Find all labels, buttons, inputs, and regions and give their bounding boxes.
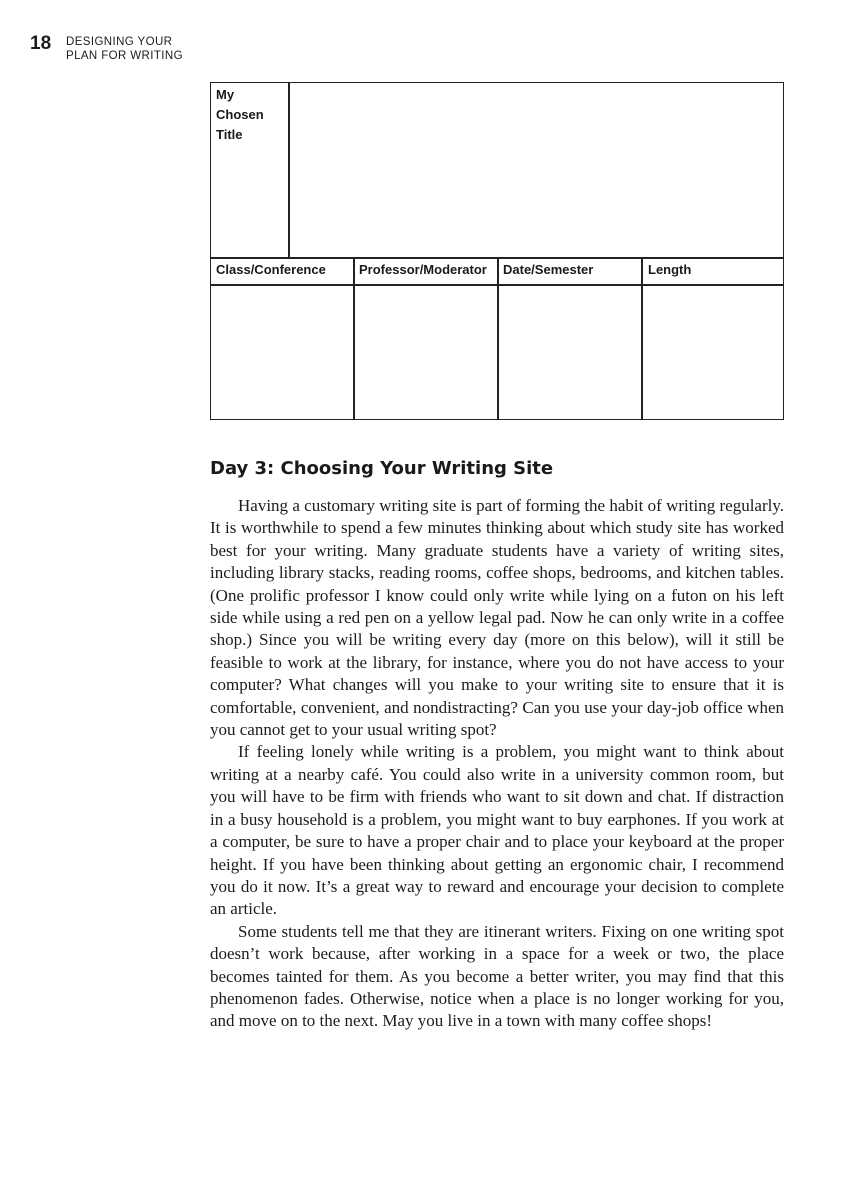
date-semester-header: Date/Semester (503, 262, 594, 277)
column-divider (497, 257, 499, 419)
class-conference-field[interactable] (213, 287, 352, 417)
title-label-line: Chosen (216, 107, 264, 122)
class-conference-header: Class/Conference (216, 262, 326, 277)
body-paragraph: Some students tell me that they are itinerant writers. Fixing on one writing spot doesn’t work because, after working in a space for a week or two, the place becomes tainted for them. As you become a better writer, you may find that this phenomenon fades. Otherwise, notice when a place is no longer working for you, and move on to the next. May you live in a town with many coffee shops! (210, 921, 784, 1031)
date-semester-field[interactable] (500, 287, 640, 417)
title-divider (288, 83, 290, 258)
professor-moderator-header: Professor/Moderator (359, 262, 487, 277)
column-divider (353, 257, 355, 419)
body-paragraph: Having a customary writing site is part of forming the habit of writing regularly. It is worthwhile to spend a few minutes thinking about which study site has worked best for your writing. Many graduate students have a variety of writing sites, including library stacks, reading rooms, coffee shops, bedrooms, and kitchen tables. (One prolific professor I know could only write while lying on a futon on his left side while using a red pen on a yellow legal pad. Now he can only write in a coffee shop.) Since you will be writing every day (more on this below), will it still be feasible to work at the library, for instance, where you do not have access to your computer? What changes will you make to your writing site to ensure that it is comfortable, convenient, and nondistracting? Can you use your day-job office when you cannot get to your usual writing spot? (210, 496, 784, 740)
title-label-line: Title (216, 127, 243, 142)
title-worksheet-table (210, 82, 784, 420)
my-chosen-title-label (216, 85, 286, 145)
column-divider (641, 257, 643, 419)
running-head-line: DESIGNING YOUR (66, 36, 173, 48)
running-head (66, 35, 266, 63)
length-field[interactable] (644, 287, 781, 417)
page-number: 18 (30, 33, 52, 54)
running-head-line: PLAN FOR WRITING (66, 50, 183, 62)
body-text (210, 495, 784, 1033)
length-header: Length (648, 262, 692, 277)
title-label-line: My (216, 87, 235, 102)
chosen-title-field[interactable] (291, 83, 783, 257)
professor-moderator-field[interactable] (356, 287, 496, 417)
section-heading: Day 3: Choosing Your Writing Site (210, 458, 554, 479)
body-paragraph: If feeling lonely while writing is a problem, you might want to think about writing at a nearby café. You could also write in a university common room, but you will have to be firm with friends who want to sit down and chat. If distraction in a busy household is a problem, you might want to buy earphones. If you work at a computer, be sure to have a proper chair and to place your keyboard at the proper height. If you have been thinking about getting an ergonomic chair, I recommend you do it now. It’s a great way to reward and encourage your decision to complete an article. (210, 742, 784, 919)
